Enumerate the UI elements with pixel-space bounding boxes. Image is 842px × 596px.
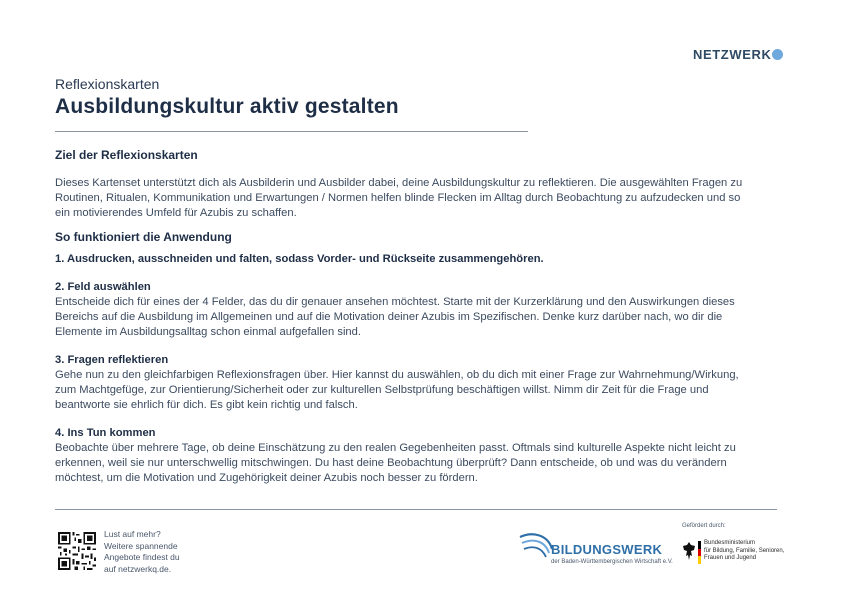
step-1: 1. Ausdrucken, ausschneiden und falten, sodass Vorder- und Rückseite zusammengehören. [55,253,544,265]
german-flag-icon [698,541,701,564]
page-kicker: Reflexionskarten [55,76,160,92]
partner-name: BILDUNGSWERK [551,542,663,557]
usage-heading: So funktioniert die Anwendung [55,230,232,244]
logo-text: NETZWERK [693,47,772,62]
step-2-title: 2. Feld auswählen [55,281,151,293]
page-title: Ausbildungskultur aktiv gestalten [55,95,399,118]
goal-text: Dieses Kartenset unterstützt dich als Ausbilderin und Ausbilder dabei, deine Ausbildungskultur zu reflektieren. Die ausgewählten Fragen zu Routinen, Ritualen, Kommunikation und Erwartungen / Normen helfen blinde Flecken im Alltag durch Beobachtung zu aufzudecken und so ein motivierendes Umfeld für Azubis zu schaffen. [55,177,743,219]
promo-text [104,529,180,575]
ministry-line: Bundesministerium [704,540,756,546]
federal-eagle-icon [682,541,696,563]
step-3-text: Gehe nun zu den gleichfarbigen Reflexionsfragen über. Hier kannst du auswählen, ob du dich mit einer Frage zur Wahrnehmung/Wirkung, zum Machtgefüge, zur Orientierung/Sicherheit oder zur kulturellen Selbstprüfung beschäftigen willst. Nimm dir Zeit für die Frage und beantworte sie ehrlich für dich. Es gibt kein richtig und falsch. [55,369,739,411]
title-divider [55,131,528,132]
main-content [55,148,745,486]
promo-link[interactable]: auf netzwerkq.de. [104,563,172,574]
promo-line: Angebote findest du [104,552,180,562]
ministry-line: Frauen und Jugend [704,555,757,561]
step-4-title: 4. Ins Tun kommen [55,427,156,439]
promo-line: Lust auf mehr? [104,529,161,539]
partner-subtitle: der Baden-Württembergischen Wirtschaft e.V. [551,559,673,565]
qr-code-icon[interactable] [58,532,96,570]
step-2-text: Entscheide dich für eines der 4 Felder, das du dir genauer ansehen möchtest. Starte mit der Kurzerklärung und den Auswirkungen dieses Bereichs auf die Ausbildung im Allgemeinen und auf die Motivation deiner Azubis im Spezifischen. Denke kurz darüber nach, wo dir die Elemente im Ausbildungsalltag schon einmal aufgefallen sind. [55,296,735,338]
logo-q-icon [772,49,783,60]
promo-line: Weitere spannende [104,540,178,551]
ministry-name [704,540,784,563]
funded-by-label: Gefördert durch: [682,523,726,529]
footer-divider [55,509,777,510]
step-4-text: Beobachte über mehrere Tage, ob deine Einschätzung zu den realen Gegebenheiten passt. Oftmals sind kulturelle Aspekte nicht leicht zu erkennen, weil sie nur unterschwellig mitschwingen. Du hast deine Beobachtung überprüft? Dann entscheide, ob und was du verändern möchtest, um die Motivation und Zugehörigkeit deiner Azubis noch besser zu fördern. [55,442,736,484]
goal-heading: Ziel der Reflexionskarten [55,148,198,162]
netzwerkq-logo [693,47,783,62]
step-3-title: 3. Fragen reflektieren [55,354,169,366]
ministry-line: für Bildung, Familie, Senioren, [704,547,785,554]
